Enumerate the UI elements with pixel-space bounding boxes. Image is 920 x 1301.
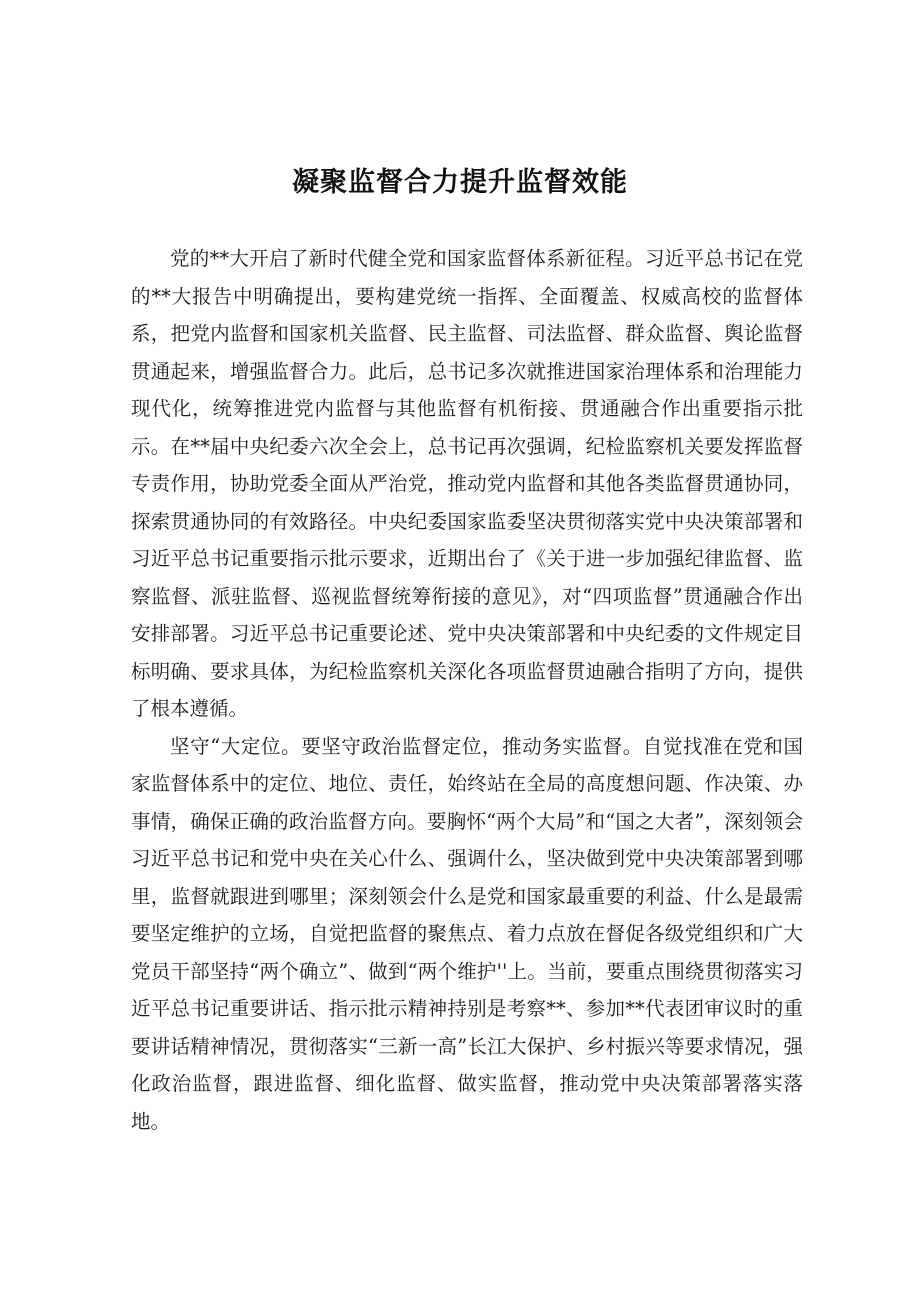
body-paragraph: 坚守“大定位。要坚守政治监督定位，推动务实监督。自觉找准在党和国家监督体系中的定位、地位、责任，始终站在全局的高度想问题、作决策、办事情，确保正确的政治监督方向。要胸怀“两个大局”和“国之大者”，深刻领会习近平总书记和党中央在关心什么、强调什么，坚决做到党中央决策部署到哪里，监督就跟进到哪里；深刻领会什么是党和国家最重要的利益、什么是最需要坚定维护的立场，自觉把监督的聚焦点、着力点放在督促各级党组织和广大党员干部坚持“两个确立”、做到“两个维护''上。当前，要重点围绕贯彻落实习近平总书记重要讲话、指示批示精神持别是考察**、参加**代表团审议时的重要讲话精神情况，贯彻落实“三新一高”长江大保护、乡村振兴等要求情况，强化政治监督，跟进监督、细化监督、做实监督，推动党中央决策部署落实落地。 bbox=[131, 734, 803, 1133]
document-title: 凝聚监督合力提升监督效能 bbox=[292, 167, 628, 198]
body-paragraph: 党的**大开启了新时代健全党和国家监督体系新征程。习近平总书记在党的**大报告中明确提出，要构建党统一指挥、全面覆盖、权威高校的监督体系，把党内监督和国家机关监督、民主监督、司法监督、群众监督、舆论监督贯通起来，增强监督合力。此后，总书记多次就推进国家治理体系和治理能力现代化，统筹推进党内监督与其他监督有机衔接、贯通融合作出重要指示批示。在**届中央纪委六次全会上，总书记再次强调，纪检监察机关要发挥监督专责作用，协助党委全面从严治党，推动党内监督和其他各类监督贯通协同，探索贯通协同的有效路径。中央纪委国家监委坚决贯彻落实党中央决策部署和习近平总书记重要指示批示要求，近期出台了《关于进一步加强纪律监督、监察监督、派驻监督、巡视监督统筹衔接的意见》，对“四项监督”贯通融合作出安排部署。习近平总书记重要论述、党中央决策部署和中央纪委的文件规定目标明确、要求具体，为纪检监察机关深化各项监督贯迪融合指明了方向，提供了根本遵循。 bbox=[131, 247, 803, 720]
document-body bbox=[131, 240, 803, 1140]
